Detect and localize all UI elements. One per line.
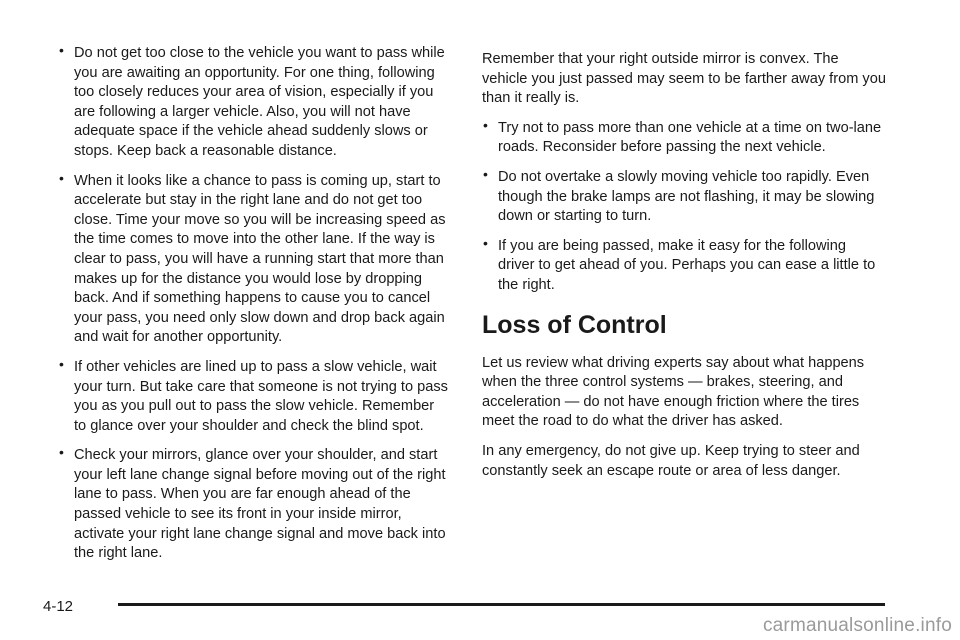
left-column [58, 44, 450, 574]
bullet-dot-icon: • [59, 169, 64, 186]
bullet-item [58, 44, 450, 162]
bullet-text: If other vehicles are lined up to pass a slow vehicle, wait your turn. But take care that someone is not trying to pass you as you pull out to pass the slow vehicle. Remember to glance over your shoulder and check the blind spot. [74, 358, 448, 434]
bullet-text: Try not to pass more than one vehicle at a time on two-lane roads. Reconsider before passing the next vehicle. [498, 119, 882, 156]
bullet-dot-icon: • [59, 355, 64, 372]
footer-divider [118, 603, 885, 606]
body-paragraph: Let us review what driving experts say about what happens when the three control systems — brakes, steering, and acceleration — do not have enough friction where the tires meet the road to do what the driver has asked. [482, 354, 865, 430]
bullet-text: When it looks like a chance to pass is coming up, start to accelerate but stay in the right lane and do not get too close. Time your move so you will be increasing speed as the time comes to move into the other lane. If the way is clear to pass, you will have a running start that more than makes up for the distance you would lose by dropping back. And if something happens to cause you to cancel your pass, you need only slow down and drop back again and wait for another opportunity. [74, 172, 446, 346]
body-paragraph: In any emergency, do not give up. Keep trying to steer and constantly seek an escape route or area of less danger. [482, 442, 860, 479]
bullet-text: Do not overtake a slowly moving vehicle too rapidly. Even though the brake lamps are not flashing, it may be slowing down or starting to turn. [498, 168, 875, 225]
bullet-text: Check your mirrors, glance over your shoulder, and start your left lane change signal before moving out of the right lane to pass. When you are far enough ahead of the passed vehicle to see its front in your inside mirror, activate your right lane change signal and move back into the right lane. [74, 447, 446, 562]
page-number: 4-12 [43, 598, 74, 615]
bullet-dot-icon: • [483, 116, 488, 133]
bullet-dot-icon: • [59, 42, 64, 58]
bullet-text: Do not get too close to the vehicle you want to pass while you are awaiting an opportunity. For one thing, following too closely reduces your area of vision, especially if you are following a larger vehicle. Also, you will not have adequate space if the vehicle ahead suddenly slows or stops. Keep back a reasonable distance. [74, 45, 445, 159]
bullet-item [482, 116, 886, 158]
bullet-item [58, 446, 450, 564]
bullet-dot-icon: • [483, 165, 488, 182]
right-column [482, 50, 886, 491]
bullet-item [58, 169, 450, 348]
continuation-text: Remember that your right outside mirror is convex. The vehicle you just passed may seem to be farther away from you than it really is. [482, 51, 886, 107]
section-heading: Loss of Control [482, 310, 667, 339]
bullet-item [482, 165, 886, 227]
watermark: carmanualsonline.info [762, 615, 952, 636]
bullet-dot-icon: • [59, 444, 64, 461]
bullet-text: If you are being passed, make it easy for the following driver to get ahead of you. Perhaps you can ease a little to the right. [498, 237, 876, 293]
bullet-dot-icon: • [483, 234, 488, 251]
bullet-item [58, 355, 450, 436]
bullet-item [482, 234, 886, 296]
